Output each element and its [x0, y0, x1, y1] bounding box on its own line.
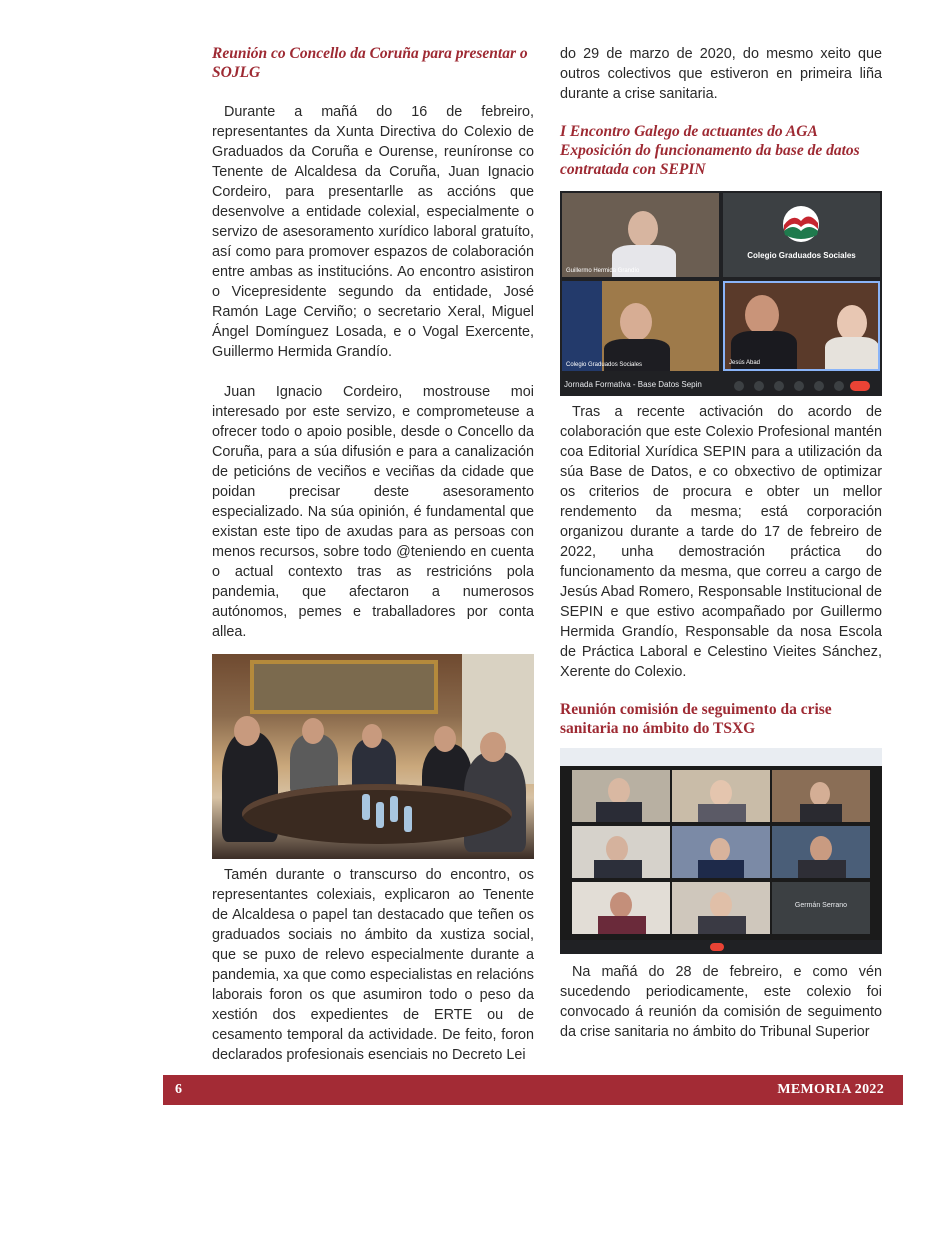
- more-icon: [834, 381, 844, 391]
- article-paragraph: Tamén durante o transcurso do encontro, os representantes colexiais, explicaron ao Tenente de Alcaldesa o papel tan destacado que teñen os graduados sociais no ámbito da xustiza social, que se puxo de relevo especialmente durante a pandemia, xa que como especialistas en relacións laborais foron os que asumiron todo o peso da xestión dos expedientes de ERTE ou de cesamento temporal da actividade. De feito, foron declarados profesionais esenciais no Decreto Lei: [212, 867, 534, 1063]
- meeting-photo: [212, 654, 534, 859]
- article-heading-concello: Reunión co Concello da Coruña para presentar o SOJLG: [212, 45, 528, 81]
- video-conference-screenshot: [560, 748, 882, 954]
- grid-tile: [672, 826, 770, 878]
- participant-head: [810, 836, 832, 862]
- water-bottle: [376, 802, 384, 828]
- video-call-screenshot: [560, 191, 882, 396]
- participant-body: [594, 860, 642, 878]
- grid-tile: [672, 882, 770, 934]
- participant-name: Colegio Graduados Sociales: [566, 362, 643, 368]
- mic-icon: [734, 381, 744, 391]
- page-number: 6: [175, 1082, 182, 1097]
- call-tile: [562, 193, 719, 277]
- right-column: [560, 44, 882, 1042]
- participant-body: [698, 804, 746, 822]
- article-heading-sepin: I Encontro Galego de actuantes do AGA Exposición do funcionamento da base de datos contratada con SEPIN: [560, 123, 860, 178]
- person-head: [434, 726, 456, 752]
- participant-head: [608, 778, 630, 804]
- person-head: [480, 732, 506, 762]
- participant-head: [620, 303, 652, 341]
- left-column: [212, 44, 534, 1065]
- participant-head: [745, 295, 779, 335]
- participant-head: [837, 305, 867, 341]
- footer-title: MEMORIA 2022: [777, 1082, 884, 1097]
- person-head: [362, 724, 382, 748]
- participant-name: Jesús Abad: [729, 360, 761, 366]
- page-footer: [163, 1075, 903, 1105]
- participant-head: [810, 782, 830, 806]
- present-icon: [814, 381, 824, 391]
- grid-tile: [572, 770, 670, 822]
- grid-tile-name: [772, 882, 870, 934]
- article-paragraph: Juan Ignacio Cordeiro, mostrouse moi interesado por este servizo, e comprometeuse a ofrecer todo o apoio posible, desde o Concello da Coruña, para a súa difusión e para a canalización de peticións de veciños e veciñas da cidade que poidan precisar deste asesoramento especializado. Na súa opinión, é fundamental que existan este tipo de axudas para as persoas con menos recursos, sobre todo @teniendo en cuenta o actual contexto tras as restricións pola pandemia, que afectaron a numerosos autónomos, pemes e traballadores por conta allea.: [212, 384, 534, 640]
- participant-head: [710, 780, 732, 806]
- participant-head: [606, 836, 628, 862]
- participant-name: Guillermo Hermida Grandío: [566, 268, 640, 274]
- call-tile: [562, 281, 719, 371]
- article-paragraph: Tras a recente activación do acordo de colaboración que este Colexio Profesional mantén coa Editorial Xurídica SEPIN para a utilización da súa Base de Datos, e co obxectivo de optimizar os criterios de procura e obter un mellor rendemento da mesma; está corporación organizou durante a tarde do 17 de febreiro de 2022, unha demostración práctica do funcionamento da mesma, que correu a cargo de Jesús Abad Romero, Responsable Institucional de SEPIN e que estivo acompañado por Guillermo Hermida Grandío, Responsable da nosa Escola de Práctica Laboral e Celestino Vieites Sánchez, Xerente do Colexio.: [560, 404, 882, 680]
- water-bottle: [390, 796, 398, 822]
- participant-body: [798, 860, 846, 878]
- call-control-bar: [560, 940, 882, 954]
- hand-icon: [794, 381, 804, 391]
- participant-head: [628, 211, 658, 247]
- water-bottle: [362, 794, 370, 820]
- article-paragraph: Na mañá do 28 de febreiro, e como vén sucedendo periodicamente, este colexio foi convocado á reunión da comisión de seguimento da crise sanitaria no ámbito do Tribunal Superior: [560, 964, 882, 1040]
- article-heading-tsxg: Reunión comisión de seguimento da crise sanitaria no ámbito do TSXG: [560, 701, 832, 737]
- grid-tile: [772, 826, 870, 878]
- participant-head: [710, 838, 730, 862]
- colegio-logo-icon: [779, 205, 823, 243]
- grid-tile: [572, 826, 670, 878]
- participant-body: [825, 337, 879, 371]
- call-tile-logo: [723, 193, 880, 277]
- person-head: [234, 716, 260, 746]
- article-paragraph: Durante a mañá do 16 de febreiro, representantes da Xunta Directiva do Colexio de Graduados da Coruña e Ourense, reuníronse co Tenente de Alcaldesa da Coruña, Juan Ignacio Cordeiro, para presentarlle as accións que desenvolve a entidade colexial, especialmente o servizo de asesoramento xurídico laboral gratuíto, así como para promover espazos de colaboración entre ambas as institucións. Ao encontro asistiron o Vicepresidente segundo da entidade, José Ramón Lage Cerviño; o secretario Xeral, Miguel Ángel Domínguez Losada, e o Vogal Exercente, Guillermo Hermida Grandío.: [212, 104, 534, 360]
- end-call-icon: [710, 943, 724, 951]
- meeting-title: Jornada Formativa - Base Datos Sepin: [564, 380, 702, 389]
- participant-head: [710, 892, 732, 918]
- background-banner: [562, 281, 602, 371]
- participant-body: [598, 916, 646, 934]
- person-head: [302, 718, 324, 744]
- participant-body: [698, 860, 744, 878]
- end-call-icon: [850, 381, 870, 391]
- call-control-bar: [560, 376, 882, 396]
- browser-toolbar: [560, 748, 882, 766]
- camera-icon: [754, 381, 764, 391]
- article-paragraph: do 29 de marzo de 2020, do mesmo xeito que outros colectivos que estiveron en primeira liña durante a crise sanitaria.: [560, 46, 882, 102]
- grid-tile: [772, 770, 870, 822]
- water-bottle: [404, 806, 412, 832]
- participant-head: [610, 892, 632, 918]
- call-tile-active: [723, 281, 880, 371]
- participant-name: Germán Serrano: [794, 902, 848, 909]
- logo-caption: Colegio Graduados Sociales: [747, 251, 856, 260]
- participant-body: [698, 916, 746, 934]
- grid-tile: [572, 882, 670, 934]
- participant-body: [800, 804, 842, 822]
- captions-icon: [774, 381, 784, 391]
- participant-body: [596, 802, 642, 822]
- painting: [250, 660, 438, 714]
- grid-tile: [672, 770, 770, 822]
